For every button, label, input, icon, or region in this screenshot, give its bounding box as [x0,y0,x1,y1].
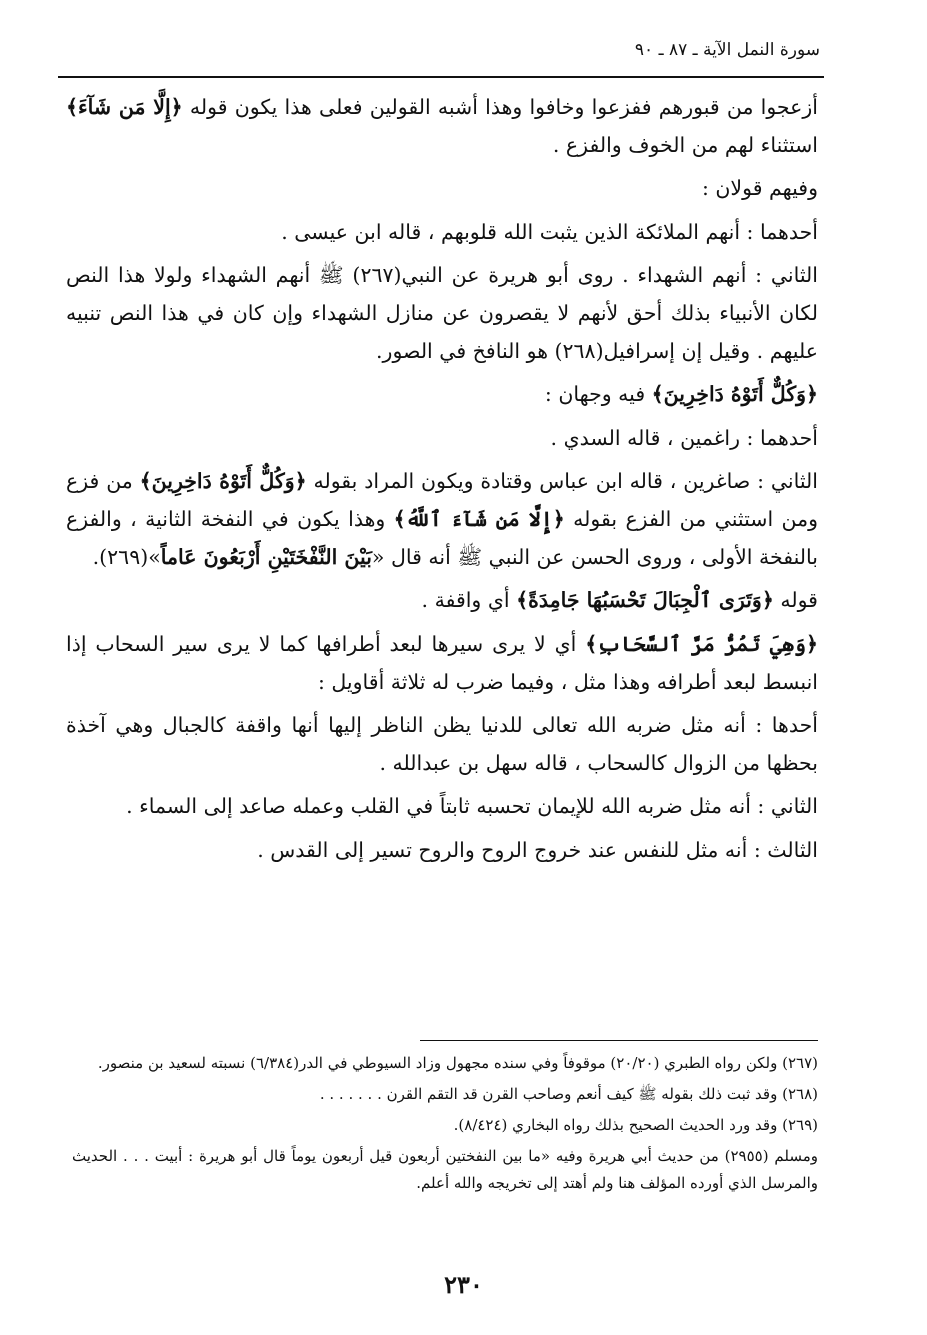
paragraph: أزعجوا من قبورهم ففزعوا وخافوا وهذا أشبه القولين فعلى هذا يكون قوله ﴿إِلَّا مَن شَآءَ﴾ استثناء لهم من الخوف والفزع . [66,95,818,158]
running-header: سورة النمل الآية ـ ٨٧ ـ ٩٠ [634,40,820,60]
paragraph: أحدها : أنه مثل ضربه الله تعالى للدنيا يظن الناظر إليها أنها واقفة كالجبال وهي آخذة بحظها من الزوال كالسحاب ، قاله سهل بن عبدالله . [66,713,818,776]
hadith-quote: بَيْنَ النَّفْخَتَيْنِ أَرْبَعُونَ عَاماً [160,545,372,570]
footnote-rule [420,1040,818,1041]
main-text [66,88,818,874]
quran-quote: ﴿إِلَّا مَن شَآءَ ٱللَّهُ﴾ [393,507,565,532]
paragraph: وفيهم قولان : [701,176,818,201]
footnote: (٢٦٧) ولكن رواه الطبري (٢٠/٢٠) موقوفاً وفي سنده مجهول وزاد السيوطي في الدر(٦/٣٨٤) نسبته لسعيد بن منصور. [97,1054,818,1072]
header-rule [58,76,824,78]
paragraph: الثاني : أنه مثل ضربه الله للإيمان تحسبه ثابتاً في القلب وعمله صاعد إلى السماء . [126,794,818,819]
quran-quote: ﴿وَهِيَ تَمُرُّ مَرَّ ٱلسَّحَابِ﴾ [585,631,818,656]
footnote: ومسلم (٢٩٥٥) من حديث أبي هريرة وفيه «ما بين النفختين أربعون قيل أربعون يوماً قال أبو هريرة : أبيت . . . الحديث والمرسل الذي أورده المؤلف هنا ولم أهتد إلى تخريجه والله أعلم. [72,1147,818,1192]
quran-quote: ﴿وَتَرَى ٱلْجِبَالَ تَحْسَبُهَا جَامِدَةً﴾ [516,588,774,613]
footnote: (٢٦٨) وقد ثبت ذلك بقوله ﷺ كيف أنعم وصاحب القرن قد التقم القرن . . . . . . . [319,1085,818,1103]
paragraph: أحدهما : أنهم الملائكة الذين يثبت الله قلوبهم ، قاله ابن عيسى . [281,219,818,244]
paragraph: ﴿وَكُلٌّ أَتَوْهُ دَاخِرِينَ﴾ فيه وجهان : [544,382,818,407]
paragraph: قوله ﴿وَتَرَى ٱلْجِبَالَ تَحْسَبُهَا جَامِدَةً﴾ أي واقفة . [421,588,818,613]
paragraph: أحدهما : راغمين ، قاله السدي . [550,425,818,450]
page-number: ٢٣٠ [444,1270,483,1299]
quran-quote: ﴿وَكُلٌّ أَتَوْهُ دَاخِرِينَ﴾ [139,468,307,493]
paragraph: ﴿وَهِيَ تَمُرُّ مَرَّ ٱلسَّحَابِ﴾ أي لا يرى سيرها لبعد أطرافها كما لا يرى سير السحاب إذا انبسط لبعد أطرافه وهذا مثل ، وفيما ضرب له ثلاثة أقاويل : [66,631,818,694]
quran-quote: ﴿وَكُلٌّ أَتَوْهُ دَاخِرِينَ﴾ [651,382,818,407]
paragraph: الثاني : أنهم الشهداء . روى أبو هريرة عن النبي(٢٦٧) ﷺ أنهم الشهداء ولولا هذا النص لكان الأنبياء بذلك أحق لأنهم لا يقصرون عن منازل الشهداء وإن كان في هذا النص تنبيه عليهم . وقيل إن إسرافيل(٢٦٨) هو النافخ في الصور. [66,262,818,364]
paragraph: الثالث : أنه مثل للنفس عند خروج الروح والروح تسير إلى القدس . [257,837,818,862]
paragraph: الثاني : صاغرين ، قاله ابن عباس وقتادة ويكون المراد بقوله ﴿وَكُلٌّ أَتَوْهُ دَاخِرِينَ﴾ من فزع ومن استثني من الفزع بقوله ﴿إِلَّا مَن شَآءَ ٱللَّهُ﴾ وهذا يكون في النفخة الثانية ، والفزع بالنفخة الأولى ، وروى الحسن عن النبي ﷺ أنه قال «بَيْنَ النَّفْخَتَيْنِ أَرْبَعُونَ عَاماً»(٢٦٩). [66,468,818,570]
footnotes [72,1050,818,1201]
quran-quote: ﴿إِلَّا مَن شَآءَ﴾ [66,95,183,119]
footnote: (٢٦٩) وقد ورد الحديث الصحيح بذلك رواه البخاري (٨/٤٢٤). [453,1116,818,1134]
